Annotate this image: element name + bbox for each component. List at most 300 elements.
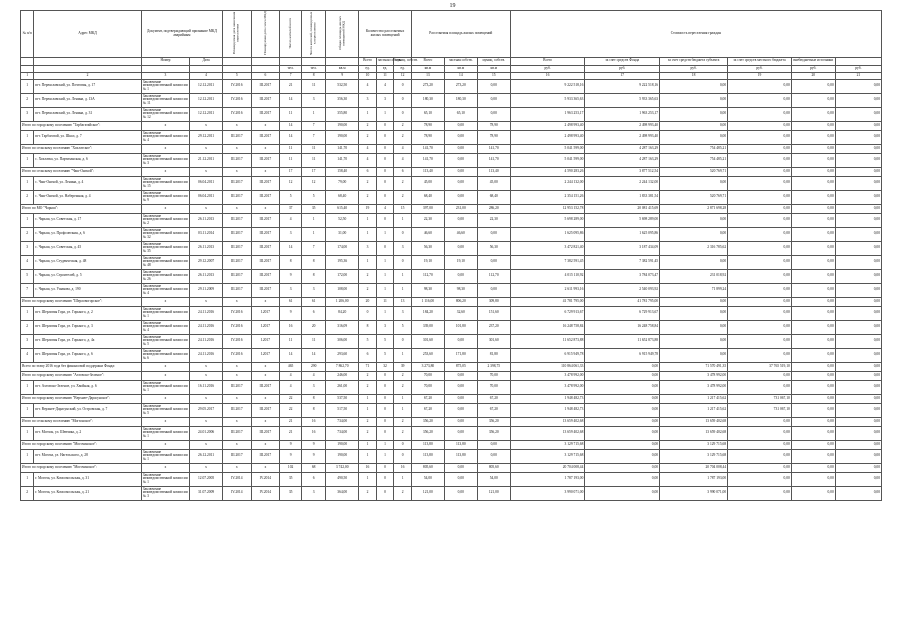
page-number: 19 [449, 3, 456, 9]
column-number-cell: 9 [326, 72, 359, 79]
header-cost: Стоимость переселения граждан [510, 11, 881, 58]
table-cell: 364,00 [326, 486, 359, 500]
subtotal-cell: 16 [302, 417, 326, 426]
unit-cell: руб. [660, 65, 728, 72]
table-cell: 184,20 [411, 306, 444, 320]
subtotal-row [21, 394, 882, 403]
table-cell: 4 [359, 79, 377, 93]
table-cell: 0,00 [728, 334, 792, 348]
table-row [21, 190, 882, 204]
table-row [21, 153, 882, 167]
subtotal-cell: 0,00 [477, 440, 510, 449]
table-cell: 78,90 [477, 130, 510, 144]
table-cell: 0,00 [477, 449, 510, 463]
table-cell: 355,80 [326, 107, 359, 121]
table-cell: 0,00 [477, 227, 510, 241]
table-cell: 81,80 [477, 348, 510, 362]
table-cell: 2 [359, 176, 377, 190]
subtotal-cell: x [190, 297, 223, 306]
table-cell: 0,00 [791, 176, 835, 190]
table-cell: 0,00 [444, 130, 477, 144]
table-cell: IV.2014 [223, 486, 252, 500]
table-cell: 0,00 [835, 348, 881, 362]
table-cell: 2 244 132,00 [510, 176, 585, 190]
table-cell: 5 933 365,63 [585, 93, 660, 107]
subtotal-row [21, 371, 882, 380]
table-cell: IV.2016 [223, 334, 252, 348]
column-numbers-row [21, 72, 882, 79]
table-cell: 0 [376, 472, 394, 486]
unit-cell: руб. [585, 65, 660, 72]
table-cell: 0,00 [728, 107, 792, 121]
subtotal-cell: 0,00 [444, 417, 477, 426]
subtotal-cell: 0 [376, 121, 394, 130]
subtotal-row [21, 417, 882, 426]
table-cell: 1 787 193,00 [660, 472, 728, 486]
table-cell: 4 [280, 213, 302, 227]
table-cell: 03.11.2014 [190, 227, 223, 241]
table-cell: 0,00 [477, 107, 510, 121]
table-cell: 356,20 [477, 426, 510, 440]
table-cell: 0,00 [728, 130, 792, 144]
subtotal-cell: 0,00 [791, 371, 835, 380]
table-cell: 490,50 [326, 472, 359, 486]
subtotal-cell: 0,00 [835, 362, 881, 371]
header-rooms-total: Всего [359, 57, 377, 65]
subtotal-cell: 110 864 061,33 [510, 362, 585, 371]
header-plan-stage: Планируемая дата окончания переселения [223, 11, 252, 58]
table-cell: 71 899,24 [660, 283, 728, 297]
table-row [21, 320, 882, 334]
table-cell: 0,00 [660, 227, 728, 241]
table-cell: 0,00 [585, 403, 660, 417]
table-cell: г. Могоча, ул. Комсомольская, д. 31 [34, 472, 142, 486]
table-cell: 6 915 949,78 [585, 348, 660, 362]
subtotal-cell: x [223, 204, 252, 213]
table-cell: 0,00 [444, 213, 477, 227]
table-cell: 2 [394, 130, 412, 144]
subtotal-cell: 70,00 [477, 371, 510, 380]
table-cell: Заключение межведомственной комиссии № 5 [141, 334, 189, 348]
table-cell: 1 [21, 380, 34, 394]
subtotal-cell: x [251, 144, 280, 153]
subtotal-cell: 5 041 599,00 [510, 144, 585, 153]
table-cell: пгт. Переяславский, ул. Ленина, д. 31 [34, 107, 142, 121]
subtotal-cell: 0 [376, 417, 394, 426]
table-cell: 0 [394, 334, 412, 348]
table-cell: 7 382 591,45 [585, 255, 660, 269]
table-cell: 0,00 [791, 241, 835, 255]
header-cost-region: за счет средств бюджета субъекта [660, 57, 728, 65]
table-cell: Заключение межведомственной комиссии № 4 [141, 320, 189, 334]
subtotal-cell: 71 [359, 362, 377, 371]
subtotal-cell: x [251, 371, 280, 380]
subtotal-cell: 0,00 [444, 144, 477, 153]
table-cell: 32,60 [444, 306, 477, 320]
table-cell: 1 [359, 449, 377, 463]
table-cell: 0,00 [835, 190, 881, 204]
table-cell: 0,00 [791, 190, 835, 204]
subtotal-cell: x [190, 440, 223, 449]
subtotal-cell: 12 953 152,78 [510, 204, 585, 213]
table-cell: 1 [376, 449, 394, 463]
table-cell: 0,00 [444, 241, 477, 255]
table-cell: 0,00 [791, 93, 835, 107]
subtotal-cell: 3 877 512,54 [585, 167, 660, 176]
table-cell: 3 129 715,68 [660, 449, 728, 463]
subtotal-cell: 3 129 715,68 [660, 440, 728, 449]
table-cell: 0 [376, 153, 394, 167]
table-cell: Заключение межведомственной комиссии № 3 [141, 153, 189, 167]
unit-cell: ед. [359, 65, 377, 72]
subtotal-cell: 4 [359, 144, 377, 153]
table-cell: IV.2016 [223, 306, 252, 320]
subtotal-cell: 14 [280, 121, 302, 130]
table-cell: 8 [302, 269, 326, 283]
table-cell: IV.2016 [223, 348, 252, 362]
table-cell: 112,70 [477, 269, 510, 283]
table-cell: 0,00 [477, 79, 510, 93]
table-cell: 4 [394, 153, 412, 167]
table-cell: 79,00 [326, 176, 359, 190]
subtotal-cell: x [251, 440, 280, 449]
table-cell: IV.2014 [251, 472, 280, 486]
table-cell: 0,00 [835, 79, 881, 93]
subtotal-cell: 0,00 [444, 463, 477, 472]
table-cell: 8 [302, 255, 326, 269]
table-cell: 0 [376, 403, 394, 417]
subtotal-cell: 806,20 [444, 297, 477, 306]
table-cell: с. Чаш-Онгкой, ул. Ленина, д. 4 [34, 176, 142, 190]
table-cell: III.2017 [251, 255, 280, 269]
table-cell: 1 [302, 213, 326, 227]
table-cell: 3 990 071,00 [660, 486, 728, 500]
table-cell: 67,20 [477, 403, 510, 417]
table-cell: 0,00 [728, 348, 792, 362]
column-number-cell: 15 [477, 72, 510, 79]
subtotal-cell: 4 [302, 371, 326, 380]
table-cell: 65,10 [444, 107, 477, 121]
subtotal-label: Итого по городскому поселению "Шерловогорское": [21, 297, 142, 306]
table-cell: 1 [394, 269, 412, 283]
table-cell: Заключение межведомственной комиссии № 1 [141, 472, 189, 486]
table-cell: 231 018,92 [660, 269, 728, 283]
table-cell: III.2017 [223, 176, 252, 190]
table-row [21, 213, 882, 227]
table-cell: 0,00 [444, 403, 477, 417]
table-cell: 45,00 [411, 176, 444, 190]
table-cell: 9 222 518,16 [510, 79, 585, 93]
subtotal-cell: 0,00 [728, 417, 792, 426]
subtotal-cell: 356,20 [411, 417, 444, 426]
column-number-cell: 8 [302, 72, 326, 79]
table-cell: 9 [280, 449, 302, 463]
subtotal-cell: x [141, 144, 189, 153]
column-number-cell: 2 [34, 72, 142, 79]
table-cell: III.2017 [251, 283, 280, 297]
subtotal-cell: 1 [359, 394, 377, 403]
table-cell: 113,80 [411, 449, 444, 463]
subtotal-cell: 0,00 [791, 204, 835, 213]
table-cell: 0,00 [728, 241, 792, 255]
table-cell: 6 729 913,67 [585, 306, 660, 320]
table-cell: 0 [376, 426, 394, 440]
table-cell: 2 [394, 426, 412, 440]
table-cell: 68,40 [326, 190, 359, 204]
subtotal-cell: 805,60 [411, 463, 444, 472]
table-cell: 2 [21, 93, 34, 107]
subtotal-cell: x [223, 463, 252, 472]
table-cell: 517,50 [326, 403, 359, 417]
table-cell: 2 [394, 380, 412, 394]
table-cell: 0,00 [835, 472, 881, 486]
table-cell: 67,20 [411, 403, 444, 417]
table-cell: 0,00 [585, 449, 660, 463]
table-cell: III.2017 [251, 269, 280, 283]
subtotal-cell: 3 742,00 [326, 463, 359, 472]
subtotal-cell: 0,00 [835, 371, 881, 380]
subtotal-cell: 35 [302, 204, 326, 213]
subtotal-cell: 21 [280, 417, 302, 426]
subtotal-cell: x [223, 121, 252, 130]
table-cell: 35 [280, 486, 302, 500]
table-cell: 1 625 095,86 [510, 227, 585, 241]
subtotal-cell: x [251, 394, 280, 403]
table-cell: 1 [376, 306, 394, 320]
table-cell: 11 [302, 153, 326, 167]
table-cell: 5 [21, 269, 34, 283]
subtotal-cell: 0,00 [835, 204, 881, 213]
table-cell: пгт. Ахтовско-Зеленое, ул. Хвойная, д. 6 [34, 380, 142, 394]
table-cell: 1 [21, 449, 34, 463]
table-cell: Заключение межведомственной комиссии № 6 [141, 348, 189, 362]
subtotal-cell: x [223, 371, 252, 380]
subtotal-cell: 0,00 [728, 440, 792, 449]
table-cell: III.2017 [223, 241, 252, 255]
table-cell: 0,00 [791, 130, 835, 144]
table-cell: 0 [394, 79, 412, 93]
column-number-cell: 10 [359, 72, 377, 79]
subtotal-cell: 0,00 [585, 417, 660, 426]
table-cell: 0,00 [835, 269, 881, 283]
table-cell: Заключение межведомственной комиссии № 5 [141, 403, 189, 417]
table-cell: 0,00 [728, 93, 792, 107]
table-cell: 2 498 993,40 [510, 130, 585, 144]
header-residents-plan: Число жителей, планируемых к переселению [302, 11, 326, 58]
table-cell: с. Хохлатка, ул. Партизанская, д. 6 [34, 153, 142, 167]
table-cell: IV.2014 [223, 472, 252, 486]
table-cell: 101,80 [444, 320, 477, 334]
subtotal-cell: x [190, 394, 223, 403]
table-cell: 5 [302, 190, 326, 204]
column-number-cell: 6 [251, 72, 280, 79]
subtotal-cell: 11 [280, 144, 302, 153]
subtotal-cell: 13 659 402,68 [660, 417, 728, 426]
table-cell: III.2017 [223, 153, 252, 167]
table-cell: 734,00 [326, 426, 359, 440]
table-cell: 0,00 [660, 255, 728, 269]
column-number-cell: 11 [376, 72, 394, 79]
table-cell: 7 382 591,45 [510, 255, 585, 269]
table-cell: 0,00 [835, 449, 881, 463]
subtotal-cell: 0,00 [728, 167, 792, 176]
header-area: Расселяемая площадь жилых помещений [411, 11, 510, 58]
subtotal-cell: 0,00 [835, 394, 881, 403]
table-cell: 3 129 715,68 [510, 449, 585, 463]
column-number-cell: 18 [660, 72, 728, 79]
table-cell: 13 659 402,68 [510, 426, 585, 440]
table-row [21, 255, 882, 269]
unit-cell [34, 65, 142, 72]
header-doc-number: Номер [141, 57, 189, 65]
table-cell: 45,00 [477, 176, 510, 190]
table-cell: III.2017 [251, 241, 280, 255]
column-number-cell: 14 [444, 72, 477, 79]
table-row [21, 79, 882, 93]
subtotal-cell: 2 398,75 [477, 362, 510, 371]
subtotal-cell: 78,90 [411, 121, 444, 130]
table-row [21, 426, 882, 440]
table-cell: 70,00 [411, 380, 444, 394]
units-row [21, 65, 882, 72]
table-cell: 19,10 [411, 255, 444, 269]
subtotal-cell: x [251, 463, 280, 472]
table-cell: 26.12.2011 [190, 449, 223, 463]
table-cell: 0,00 [835, 283, 881, 297]
table-cell: 0,00 [444, 334, 477, 348]
subtotal-cell: 113,80 [444, 440, 477, 449]
table-cell: 70,00 [477, 380, 510, 394]
table-cell: 0,00 [835, 426, 881, 440]
table-cell: IV.2016 [223, 107, 252, 121]
unit-cell: ед. [394, 65, 412, 72]
table-cell: Заключение межведомственной комиссии № 15 [141, 176, 189, 190]
table-cell: 3 784 073,47 [585, 269, 660, 283]
table-cell: 261,00 [326, 380, 359, 394]
subtotal-cell: 37 [280, 204, 302, 213]
table-cell: Заключение межведомственной комиссии № 1 [141, 306, 189, 320]
table-cell: 5 [359, 334, 377, 348]
subtotal-cell: 0,00 [835, 121, 881, 130]
table-cell: 0,00 [791, 449, 835, 463]
table-cell: 0,00 [444, 380, 477, 394]
subtotal-cell: 19 [359, 204, 377, 213]
subtotal-cell: 158,40 [326, 167, 359, 176]
subtotal-label: Всего по этапу 2016 года без финансовой поддержки Фонда: [21, 362, 142, 371]
subtotal-cell: 141,70 [477, 144, 510, 153]
table-cell: III.2017 [251, 449, 280, 463]
table-cell: 273,20 [411, 79, 444, 93]
header-cost-extra: внебюджетные источники [791, 57, 835, 65]
table-cell: 5 698 289,00 [585, 213, 660, 227]
table-cell: 0,00 [791, 227, 835, 241]
table-cell: III.2017 [223, 380, 252, 394]
table-row [21, 283, 882, 297]
subtotal-cell: 0,00 [835, 463, 881, 472]
table-cell: Заключение межведомственной комиссии № 2 [141, 213, 189, 227]
table-cell: 1 [21, 472, 34, 486]
subtotal-cell: 16 [359, 463, 377, 472]
table-cell: 0 [359, 306, 377, 320]
subtotal-cell: 68 [302, 463, 326, 472]
table-cell: 0,00 [791, 283, 835, 297]
table-cell: 0,00 [791, 334, 835, 348]
subtotal-cell: 3 129 715,68 [510, 440, 585, 449]
table-cell: 56,30 [411, 241, 444, 255]
subtotal-cell: 0,00 [660, 121, 728, 130]
table-cell: III.2017 [223, 403, 252, 417]
subtotal-cell: 11 [376, 297, 394, 306]
subtotal-cell: x [251, 297, 280, 306]
table-cell: III.2017 [223, 227, 252, 241]
table-cell: 12 [280, 176, 302, 190]
table-cell: 113,80 [444, 449, 477, 463]
table-row [21, 472, 882, 486]
subtotal-row [21, 204, 882, 213]
table-cell: 0,00 [728, 79, 792, 93]
table-cell: 0,00 [835, 334, 881, 348]
table-cell: пгт. Верхнее-Дарасунский, ул. Островская, д. 7 [34, 403, 142, 417]
subtotal-cell: 4 [394, 144, 412, 153]
subtotal-cell: x [223, 362, 252, 371]
table-cell: 26.11.2013 [190, 269, 223, 283]
table-cell: III.2017 [251, 403, 280, 417]
table-cell: 14 [280, 130, 302, 144]
table-cell: 141,70 [411, 153, 444, 167]
table-cell: 5 041 599,00 [510, 153, 585, 167]
table-cell: 11 [302, 334, 326, 348]
table-cell: пгт. Переяславский, ул. Ленина, д. 13А [34, 93, 142, 107]
table-cell: 0 [376, 241, 394, 255]
subtotal-cell: x [141, 297, 189, 306]
subtotal-cell: x [141, 121, 189, 130]
table-cell: 1 [376, 269, 394, 283]
table-cell: 0,00 [728, 153, 792, 167]
table-cell: 0,00 [835, 213, 881, 227]
table-cell: 0 [394, 227, 412, 241]
subtotal-cell: x [251, 204, 280, 213]
table-body [21, 79, 882, 500]
subtotal-cell: 15 [394, 204, 412, 213]
unit-cell: кв.м [411, 65, 444, 72]
table-cell: 6 729 913,67 [510, 306, 585, 320]
table-cell: 46,60 [411, 227, 444, 241]
table-cell: 0,00 [728, 269, 792, 283]
table-cell: 24.11.2016 [190, 306, 223, 320]
table-cell: 0,00 [791, 320, 835, 334]
table-cell: 171,80 [444, 348, 477, 362]
subtotal-cell: 11 [302, 144, 326, 153]
table-cell: 1 [21, 403, 34, 417]
table-cell: 11 652 873,88 [585, 334, 660, 348]
table-cell: 0,00 [660, 213, 728, 227]
table-cell: 0,00 [444, 153, 477, 167]
table-cell: 0,00 [477, 93, 510, 107]
subtotal-cell: 2 [394, 121, 412, 130]
table-cell: 8 [359, 320, 377, 334]
table-cell: 1 217 415,62 [660, 403, 728, 417]
table-cell: 0,00 [791, 255, 835, 269]
table-cell: 4 015 110,92 [510, 269, 585, 283]
table-cell: Заключение межведомственной комиссии № 32 [141, 227, 189, 241]
column-number-cell: 3 [141, 72, 189, 79]
table-cell: 3 990 071,00 [510, 486, 585, 500]
table-cell: 0,00 [835, 130, 881, 144]
table-cell: 16 248 758,84 [510, 320, 585, 334]
subtotal-cell: 1 [376, 440, 394, 449]
header-cost-local: за счет средств местного бюджета [728, 57, 792, 65]
subtotal-cell: x [190, 121, 223, 130]
